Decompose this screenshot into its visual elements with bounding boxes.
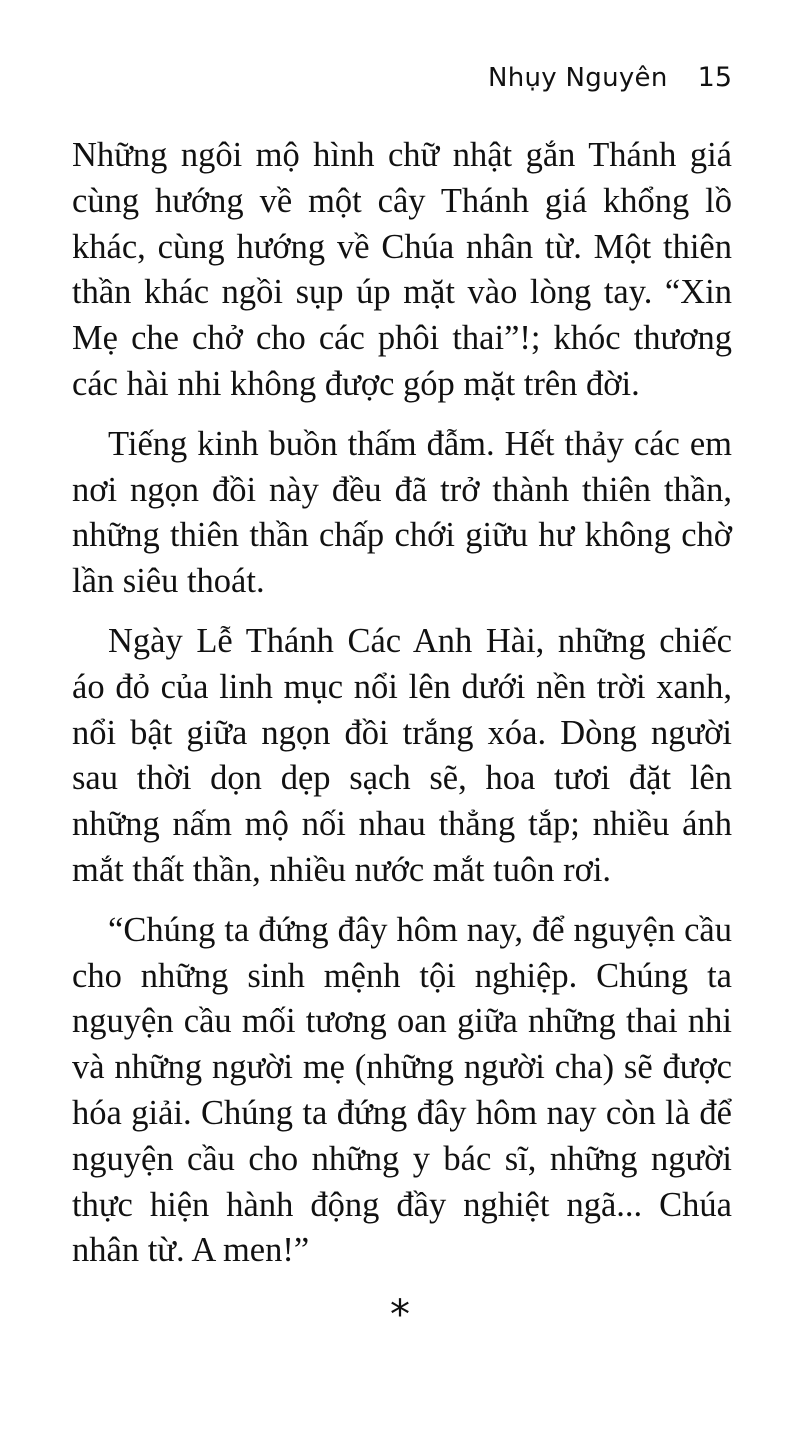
- paragraph-2: Tiếng kinh buồn thấm đẫm. Hết thảy các em nơi ngọn đồi này đều đã trở thành thiên thần, những thiên thần chấp chới giữu hư không chờ lần siêu thoát.: [72, 424, 732, 601]
- paragraph-4: “Chúng ta đứng đây hôm nay, để nguyện cầu cho những sinh mệnh tội nghiệp. Chúng ta nguyện cầu mối tương oan giữa những thai nhi và những người mẹ (những người cha) sẽ được hóa giải. Chúng ta đứng đây hôm nay còn là để nguyện cầu cho những y bác sĩ, những người thực hiện hành động đầy nghiệt ngã... Chúa nhân từ. A men!”: [72, 910, 732, 1270]
- header-author: Nhụy Nguyên: [487, 63, 668, 93]
- running-header: [488, 62, 732, 93]
- section-separator: *: [390, 1292, 410, 1338]
- paragraph-3: Ngày Lễ Thánh Các Anh Hài, những chiếc áo đỏ của linh mục nổi lên dưới nền trời xanh, nổi bật giữa ngọn đồi trắng xóa. Dòng người sau thời dọn dẹp sạch sẽ, hoa tươi đặt lên những nấm mộ nối nhau thẳng tắp; nhiều ánh mắt thất thần, nhiều nước mắt tuôn rơi.: [72, 621, 732, 889]
- page-number: 15: [697, 62, 732, 93]
- body-text: [72, 133, 732, 1288]
- paragraph-1: Những ngôi mộ hình chữ nhật gắn Thánh giá cùng hướng về một cây Thánh giá khổng lồ khác, cùng hướng về Chúa nhân từ. Một thiên thần khác ngồi sụp úp mặt vào lòng tay. “Xin Mẹ che chở cho các phôi thai”!; khóc thương các hài nhi không được góp mặt trên đời.: [72, 136, 732, 403]
